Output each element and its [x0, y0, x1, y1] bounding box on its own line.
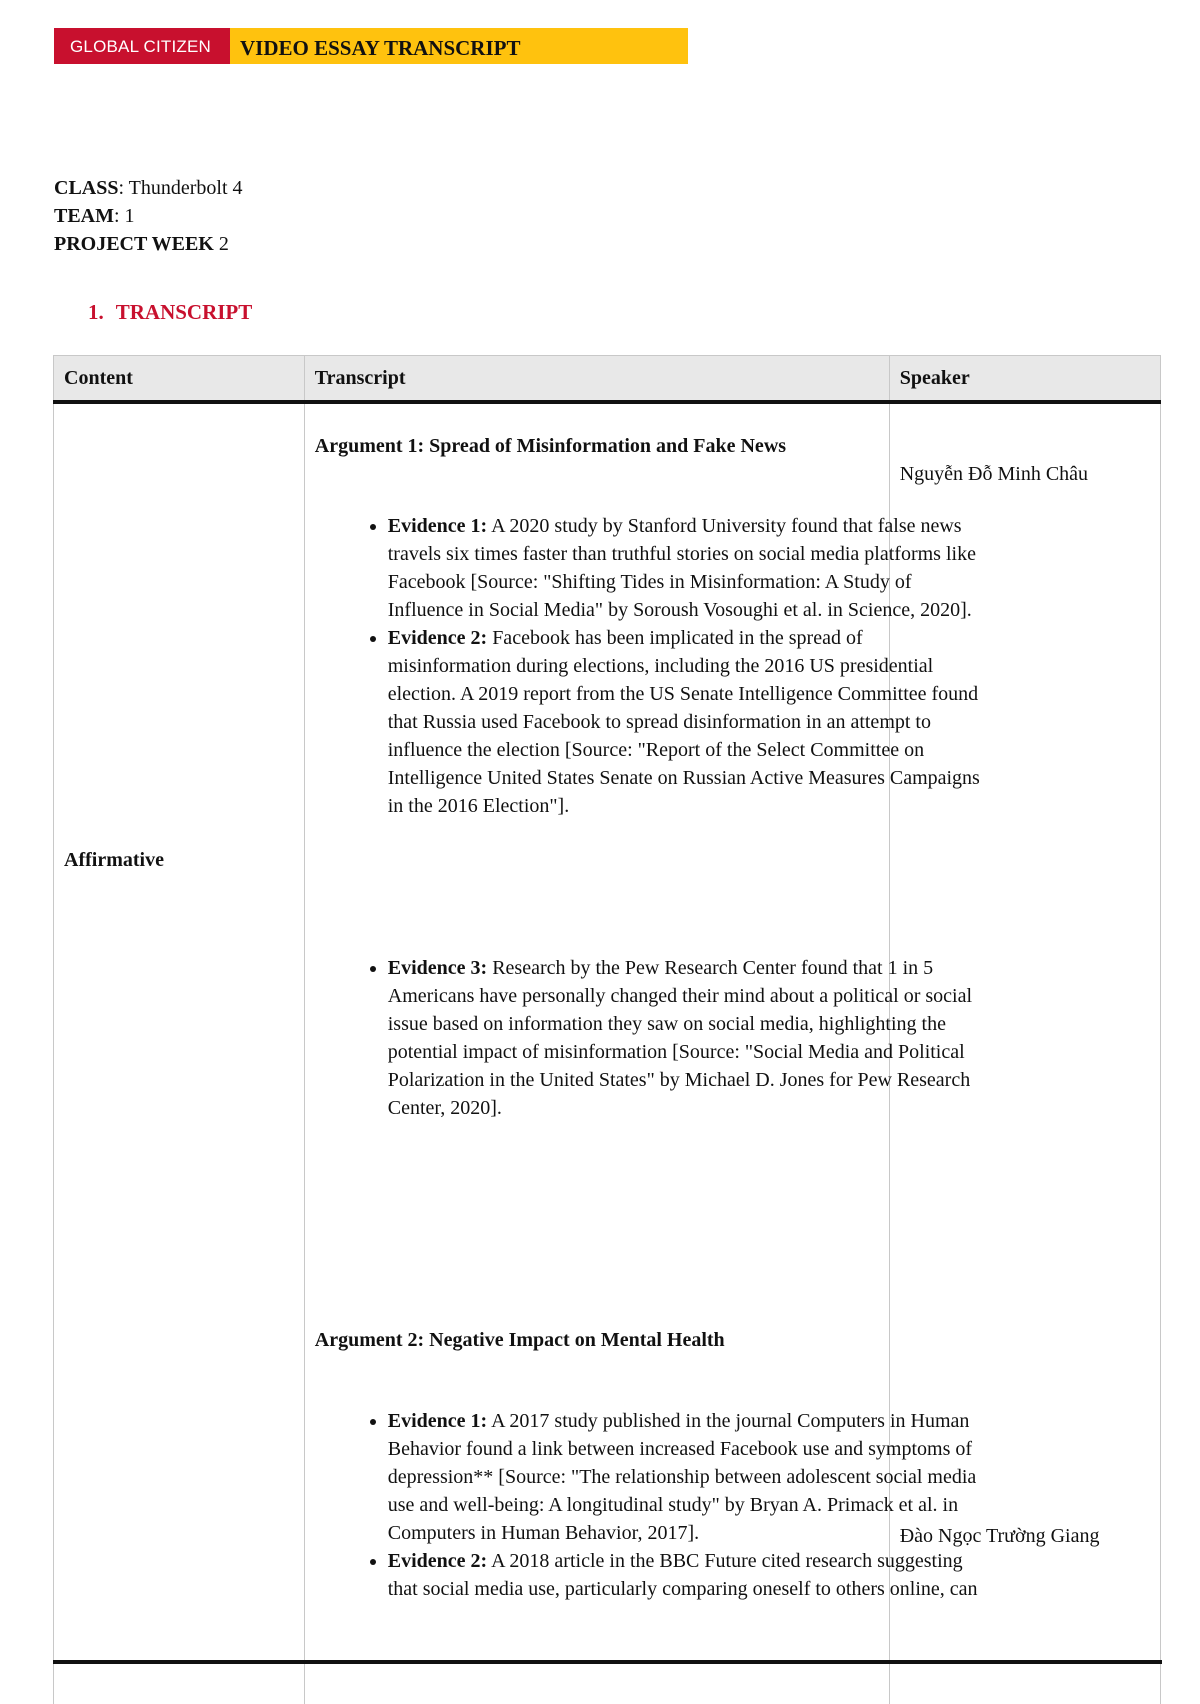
document-meta — [54, 174, 243, 258]
list-item: • Evidence 2: Facebook has been implicated in the spread of misinformation during elections, including the 2016 US presidential election. A 2019 report from the US Senate Intelligence Committee found that Russia used Facebook to spread disinformation in an attempt to influence the election [Source: "Report of the Select Committee on Intelligence United States Senate on Russian Active Measures Campaigns in the 2016 Election"]. — [388, 624, 988, 820]
title-block — [230, 28, 688, 64]
transcript-cell — [304, 402, 980, 1704]
table-bottom-rule — [53, 1660, 1162, 1664]
list-item: • Evidence 3: Research by the Pew Research Center found that 1 in 5 Americans have personally changed their mind about a political or social issue based on information they saw on social media, highlighting the potential impact of misinformation [Source: "Social Media and Political Polarization in the United States" by Michael D. Jones for Pew Research Center, 2020]. — [388, 954, 988, 1122]
team-line: TEAM: 1 — [54, 205, 135, 227]
argument-2-evidence-list — [305, 1407, 988, 1603]
section-number: 1. — [88, 300, 104, 324]
header-banner — [54, 28, 688, 64]
list-item: • Evidence 1: A 2017 study published in the journal Computers in Human Behavior found a link between increased Facebook use and symptoms of depression** [Source: "The relationship between adolescent social media use and well-being: A longitudinal study" by Bryan A. Primack et al. in Computers in Human Behavior, 2017]. — [388, 1407, 988, 1547]
argument-2-title: Argument 2: Negative Impact on Mental Health — [314, 1329, 725, 1351]
content-cell — [54, 402, 305, 1704]
list-item: • Evidence 2: A 2018 article in the BBC Future cited research suggesting that social media use, particularly comparing oneself to others online, can — [388, 1547, 988, 1603]
section-title: TRANSCRIPT — [115, 300, 253, 324]
transcript-table — [53, 355, 1161, 1704]
table-header-row — [54, 356, 1161, 403]
argument-1-evidence-list — [305, 512, 988, 820]
document-title: VIDEO ESSAY TRANSCRIPT — [240, 36, 521, 60]
argument-1-evidence-list-2 — [305, 954, 988, 1122]
week-line: PROJECT WEEK 2 — [54, 233, 229, 255]
header-transcript: Transcript — [304, 356, 889, 403]
content-label: Affirmative — [64, 849, 164, 871]
speaker-2: Đào Ngọc Trường Giang — [899, 1525, 1100, 1547]
section-heading — [88, 300, 252, 325]
list-item: • Evidence 1: A 2020 study by Stanford University found that false news travels six times faster than truthful stories on social media platforms like Facebook [Source: "Shifting Tides in Misinformation: A Study of Influence in Social Media" by Soroush Vosoughi et al. in Science, 2020]. — [388, 512, 988, 624]
speaker-1: Nguyễn Đỗ Minh Châu — [899, 463, 1089, 485]
header-speaker: Speaker — [889, 356, 1160, 403]
speaker-cell — [889, 402, 1160, 1704]
brand-block — [54, 28, 234, 64]
brand-logo-text: GLOBAL CITIZEN — [70, 37, 212, 56]
class-line: CLASS: Thunderbolt 4 — [54, 177, 243, 199]
header-content: Content — [54, 356, 305, 403]
table-row — [54, 402, 1161, 1704]
argument-1-title: Argument 1: Spread of Misinformation and Fake News — [314, 435, 787, 457]
